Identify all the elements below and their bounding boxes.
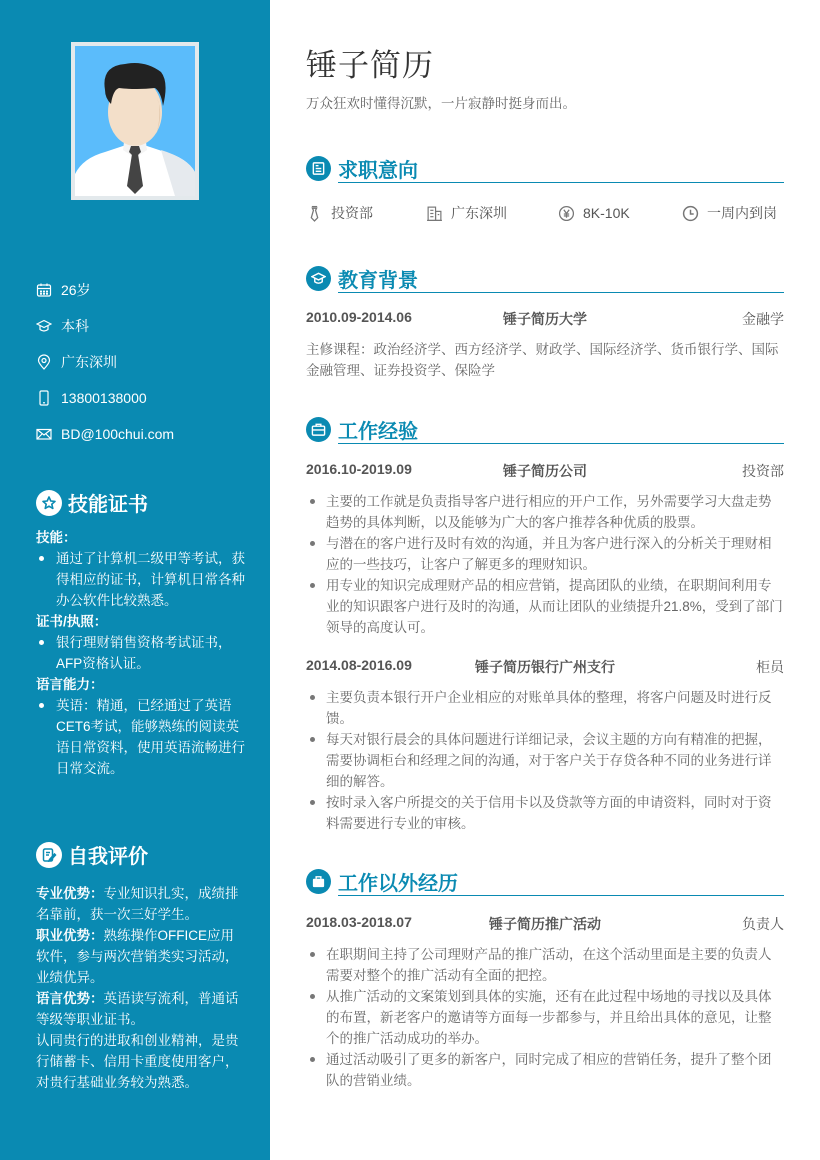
eval-item: 认同贵行的进取和创业精神，是贵行储蓄卡、信用卡重度使用客户，对贵行基础业务较为熟悉。 xyxy=(36,1033,239,1090)
building-icon xyxy=(426,205,443,222)
other-duty: 从推广活动的文案策划到具体的实施，还有在此过程中场地的寻找以及具体的布置，新老客户的邀请等方面每一步都参与，并且给出具体的意见，让整个的推广活动成功的举办。 xyxy=(306,986,784,1049)
skills-title: 技能证书 xyxy=(68,494,148,516)
info-phone-text[interactable]: 13800138000 xyxy=(61,390,147,406)
work-experience-title: 工作经验 xyxy=(338,421,418,443)
other-duty: 通过活动吸引了更多的新客户，同时完成了相应的营销任务，提升了整个团队的营销业绩。 xyxy=(306,1049,784,1091)
skills-label: 技能： xyxy=(36,530,77,545)
work-date: 2016.10-2019.09 xyxy=(306,461,412,477)
other-experience-heading xyxy=(306,867,784,897)
work-duty: 主要负责本银行开户企业相应的对账单具体的整理，将客户问题及时进行反馈。 xyxy=(306,687,784,729)
calendar-icon xyxy=(36,282,52,298)
divider xyxy=(338,182,784,183)
location-pin-icon xyxy=(36,354,52,370)
star-badge-icon xyxy=(36,490,62,516)
language-item: 英语：精通，已经通过了英语CET6考试，能够熟练的阅读英语日常资料，使用英语流畅进行日常交流。 xyxy=(36,695,246,779)
skills-heading xyxy=(36,488,246,517)
info-age-text: 26岁 xyxy=(61,282,91,298)
skills-item: 通过了计算机二级甲等考试，获得相应的证书，计算机日常各种办公软件比较熟悉。 xyxy=(36,548,246,611)
other-role: 负责人 xyxy=(742,916,784,932)
intent-position: 投资部 xyxy=(306,203,426,223)
work-duty: 用专业的知识完成理财产品的相应营销，提高团队的业绩，在职期间利用专业的知识跟客户进行及时的沟通，从而让团队的业绩提升21.8%，受到了部门领导的高度认可。 xyxy=(306,575,784,638)
certificates-list xyxy=(36,632,246,674)
document-icon xyxy=(306,156,331,181)
work-role: 投资部 xyxy=(742,463,784,479)
divider xyxy=(338,292,784,293)
certificates-item: 银行理财销售资格考试证书，AFP资格认证。 xyxy=(36,632,246,674)
work-company: 锤子简历银行广州支行 xyxy=(475,659,615,675)
other-experience-title: 工作以外经历 xyxy=(338,873,458,895)
work-entry-header xyxy=(306,461,784,481)
tie-icon xyxy=(306,205,323,222)
graduation-cap-icon xyxy=(36,318,52,334)
work-company: 锤子简历公司 xyxy=(503,463,587,479)
skills-list xyxy=(36,548,246,611)
self-evaluation-section xyxy=(36,840,246,1093)
education-school: 锤子简历大学 xyxy=(503,311,587,327)
work-duty: 与潜在的客户进行及时有效的沟通，并且为客户进行深入的分析关于理财相应的一些技巧，让客户了解更多的理财知识。 xyxy=(306,533,784,575)
phone-icon xyxy=(36,390,52,406)
language-label: 语言能力： xyxy=(36,677,104,692)
work-role: 柜员 xyxy=(756,659,784,675)
certificates-label: 证书/执照： xyxy=(36,614,108,629)
divider xyxy=(338,443,784,444)
skills-section xyxy=(36,488,246,779)
education-entry-header xyxy=(306,309,784,329)
info-location-text: 广东深圳 xyxy=(61,354,117,370)
education-date: 2010.09-2014.06 xyxy=(306,309,412,325)
language-list xyxy=(36,695,246,779)
info-email xyxy=(36,416,256,452)
eval-item: 专业优势：专业知识扎实，成绩排名靠前，获一次三好学生。 xyxy=(36,886,239,922)
info-degree-text: 本科 xyxy=(61,318,89,334)
personal-info-list xyxy=(36,272,256,452)
work-duty: 每天对银行晨会的具体问题进行详细记录，会议主题的方向有精准的把握，需要协调柜台和经理之间的沟通，对于客户关于存贷各种不同的业务进行详细的解答。 xyxy=(306,729,784,792)
self-evaluation-heading xyxy=(36,840,246,869)
work-duty: 按时录入客户所提交的关于信用卡以及贷款等方面的申请资料，同时对于资料需要进行专业的审核。 xyxy=(306,792,784,834)
resume-name: 锤子简历 xyxy=(306,48,434,83)
education-heading xyxy=(306,264,784,294)
job-intent-title: 求职意向 xyxy=(338,160,418,182)
work-duty: 主要的工作就是负责指导客户进行相应的开户工作，另外需要学习大盘走势趋势的具体判断，以及能够为广大的客户推荐各种优质的股票。 xyxy=(306,491,784,533)
info-phone xyxy=(36,380,256,416)
info-age xyxy=(36,272,256,308)
self-evaluation-title: 自我评价 xyxy=(68,846,148,868)
sidebar xyxy=(0,0,270,1160)
other-activity: 锤子简历推广活动 xyxy=(489,916,601,932)
education-title: 教育背景 xyxy=(338,270,418,292)
resume-motto: 万众狂欢时懂得沉默，一片寂静时挺身而出。 xyxy=(306,96,576,111)
other-duties-list xyxy=(306,944,784,1091)
bag-icon xyxy=(306,869,331,894)
edit-note-icon xyxy=(36,842,62,868)
eval-item: 语言优势：英语读写流利，普通话等级等职业证书。 xyxy=(36,991,239,1027)
other-entry-header xyxy=(306,914,784,934)
clock-icon xyxy=(682,205,699,222)
profile-photo xyxy=(71,42,199,200)
education-courses: 主修课程：政治经济学、西方经济学、财政学、国际经济学、货币银行学、国际金融管理、证券投资学、保险学 xyxy=(306,342,779,378)
avatar-icon xyxy=(75,46,195,196)
info-location xyxy=(36,344,256,380)
info-degree xyxy=(36,308,256,344)
divider xyxy=(338,895,784,896)
eval-item: 职业优势：熟练操作OFFICE应用软件，参与两次营销类实习活动，业绩优异。 xyxy=(36,928,239,985)
work-date: 2014.08-2016.09 xyxy=(306,657,412,673)
intent-salary: 8K-10K xyxy=(558,203,682,223)
intent-availability: 一周内到岗 xyxy=(682,203,777,223)
work-entry-header xyxy=(306,657,784,677)
education-major: 金融学 xyxy=(742,311,784,327)
other-duty: 在职期间主持了公司理财产品的推广活动，在这个活动里面是主要的负责人需要对整个的推广活动有全面的把控。 xyxy=(306,944,784,986)
briefcase-icon xyxy=(306,417,331,442)
work-experience-heading xyxy=(306,415,784,445)
info-email-text[interactable]: BD@100chui.com xyxy=(61,426,175,442)
work-duties-list xyxy=(306,491,784,638)
job-intent-row xyxy=(306,203,784,223)
intent-city: 广东深圳 xyxy=(426,203,558,223)
other-date: 2018.03-2018.07 xyxy=(306,914,412,930)
graduation-cap-icon xyxy=(306,266,331,291)
job-intent-heading xyxy=(306,154,784,184)
yen-icon xyxy=(558,205,575,222)
work-duties-list xyxy=(306,687,784,834)
mail-icon xyxy=(36,426,52,442)
